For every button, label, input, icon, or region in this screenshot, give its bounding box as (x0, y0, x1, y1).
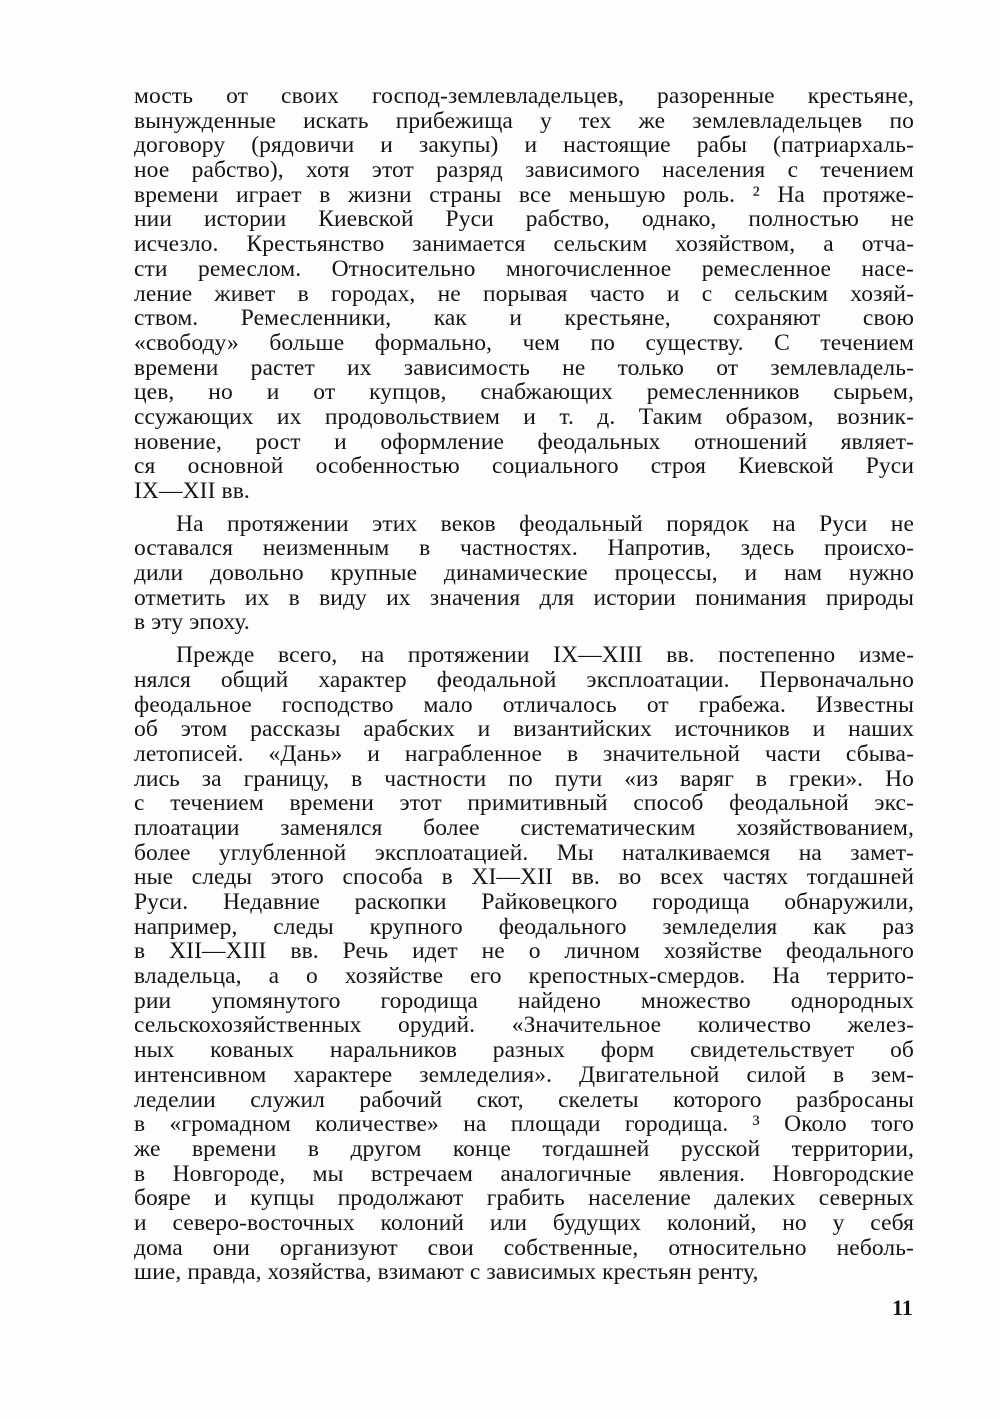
text-line: отметить их в виду их значения для истории понимания природы (134, 584, 914, 611)
text-line: На протяжении этих веков феодальный порядок на Руси не (176, 510, 914, 537)
text-line: леделии служил рабочий скот, скелеты которого разбросаны (134, 1086, 914, 1113)
text-line: оставался неизменным в частностях. Напротив, здесь происхо- (134, 535, 914, 562)
text-line: и северо-восточных колоний или будущих колоний, но у себя (134, 1209, 914, 1236)
text-line: шие, правда, хозяйства, взимают с зависимых крестьян ренту, (134, 1259, 759, 1286)
text-line: сти ремеслом. Относительно многочисленное ремесленное насе- (134, 255, 914, 282)
text-line: с течением времени этот примитивный способ феодальной экс- (134, 790, 914, 817)
text-line: феодальное господство мало отличалось от грабежа. Известны (134, 691, 914, 718)
text-line: исчезло. Крестьянство занимается сельским хозяйством, а отча- (134, 231, 914, 258)
paragraph (134, 512, 914, 635)
text-line: ных кованых наральников разных форм свидетельствует об (134, 1037, 914, 1064)
text-line: времени растет их зависимость не только от землевладель- (134, 354, 914, 381)
text-line: ссужающих их продовольствием и т. д. Таким образом, возник- (134, 403, 914, 430)
text-line: в «громадном количестве» на площади городища. ³ Около того (134, 1111, 914, 1138)
text-line: в Новгороде, мы встречаем аналогичные явления. Новгородские (134, 1160, 914, 1187)
text-line: например, следы крупного феодального земледелия как раз (134, 913, 914, 940)
text-line: Руси. Недавние раскопки Райковецкого городища обнаружили, (134, 889, 914, 915)
text-line: ное рабство), хотя этот разряд зависимого населения с течением (134, 157, 914, 184)
text-line: владельца, а о хозяйстве его крепостных-смердов. На террито- (134, 963, 914, 990)
text-line: IX—XII вв. (134, 478, 250, 504)
text-line: ные следы этого способа в XI—XII вв. во всех частях тогдашней (134, 864, 914, 891)
text-line: дили довольно крупные динамические процессы, и нам нужно (134, 560, 914, 587)
text-line: ление живет в городах, не порывая часто и с сельским хозяй- (134, 280, 914, 307)
text-line: интенсивном характере земледелия». Двигательной силой в зем- (134, 1061, 914, 1088)
paragraph (134, 84, 914, 504)
text-line: мость от своих господ-землевладельцев, разоренные крестьяне, (134, 83, 914, 109)
text-line: летописей. «Дань» и награбленное в значительной части сбыва- (134, 740, 914, 767)
text-line: вынужденные искать прибежища у тех же землевладельцев по (134, 107, 914, 134)
text-line: в XII—XIII вв. Речь идет не о личном хозяйстве феодального (134, 938, 914, 965)
text-line: Прежде всего, на протяжении IX—XIII вв. постепенно изме- (176, 642, 914, 669)
text-line: времени играет в жизни страны все меньшую роль. ² На протяже- (134, 181, 914, 208)
text-line: ством. Ремесленники, как и крестьяне, сохраняют свою (134, 305, 914, 332)
text-line: нии истории Киевской Руси рабство, однако, полностью не (134, 206, 914, 233)
text-line: в эту эпоху. (134, 609, 250, 636)
paragraph (134, 643, 914, 1285)
text-line: же времени в другом конце тогдашней русской территории, (134, 1135, 914, 1162)
text-line: нялся общий характер феодальной эксплоатации. Первоначально (134, 666, 914, 693)
text-line: договору (рядовичи и закупы) и настоящие рабы (патриархаль- (134, 132, 914, 159)
text-line: дома они организуют свои собственные, относительно неболь- (134, 1234, 914, 1261)
text-line: цев, но и от купцов, снабжающих ремесленников сырьем, (134, 379, 914, 406)
text-line: «свободу» больше формально, чем по существу. С течением (134, 329, 914, 356)
text-line: рии упомянутого городища найдено множество однородных (134, 987, 914, 1014)
text-line: ся основной особенностью социального строя Киевской Руси (134, 453, 914, 480)
text-line: бояре и купцы продолжают грабить население далеких северных (134, 1185, 914, 1212)
text-line: лись за границу, в частности по пути «из варяг в греки». Но (134, 765, 914, 792)
page-number: 11 (892, 1295, 913, 1320)
text-line: об этом рассказы арабских и византийских источников и наших (134, 716, 914, 743)
text-line: сельскохозяйственных орудий. «Значительное количество желез- (134, 1012, 914, 1039)
body-text (134, 84, 914, 1285)
text-line: более углубленной эксплоатацией. Мы наталкиваемся на замет- (134, 839, 914, 866)
text-line: новение, рост и оформление феодальных отношений являет- (134, 428, 914, 455)
text-line: плоатации заменялся более систематическим хозяйствованием, (134, 814, 914, 841)
